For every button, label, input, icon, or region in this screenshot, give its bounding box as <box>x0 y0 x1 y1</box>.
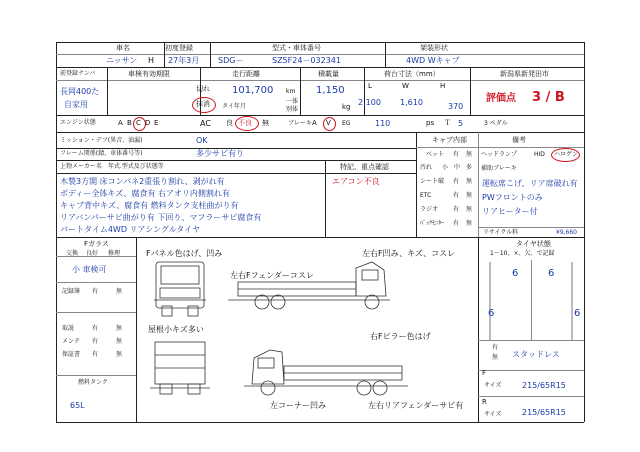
shift-value: 5 <box>458 119 464 128</box>
engine-label: エンジン状態 <box>60 119 96 126</box>
cab-bed-no: 無 <box>466 151 473 158</box>
note-line-4: リアバンパーサビ曲がり有 下回り、マフラーサビ腐食有 <box>60 213 262 222</box>
owner-label: 取説 <box>62 325 75 332</box>
hid: HID <box>534 151 545 158</box>
bed-size-label: 荷台寸法（mm） <box>384 70 440 78</box>
plate-line1: 長岡400た <box>60 87 100 96</box>
bed-l-value: 2,100 <box>358 98 381 107</box>
frame-value: 多少サビ有り <box>196 149 244 158</box>
odo-onepiece: 一体 <box>286 98 299 105</box>
cab-bed: ベット <box>426 151 445 158</box>
special-note: エアコン不良 <box>332 177 380 186</box>
note-line-2: ボディー全体キズ、腐食有 右アオリ内側割れ有 <box>60 189 230 198</box>
cab-dirt: 汚れ <box>420 164 433 171</box>
grade-d: D <box>145 119 151 127</box>
ac-label: AC <box>200 119 211 128</box>
tire-rl: 6 <box>488 308 495 319</box>
bed-w-value: 1,610 <box>400 98 423 107</box>
tire-subtitle: 1〜10、×、欠、で記録 <box>490 250 555 257</box>
erased: 抹消 <box>196 100 210 108</box>
ac-bad: 不良 <box>238 119 252 127</box>
glass-replace: 交換 <box>66 250 79 257</box>
halogen: ハロゲン <box>554 151 578 158</box>
first-reg-label: 初度登録 <box>165 44 193 52</box>
brake-a: A <box>312 119 317 127</box>
plate-line2: 自家用 <box>64 100 88 109</box>
mileage-value: 101,700 <box>232 85 274 96</box>
cab-camera-no: 無 <box>466 220 473 227</box>
aux-brake: 補助ブレーキ <box>481 165 517 172</box>
headlamp: ヘッドランプ <box>481 151 518 158</box>
left-rear-note: 左右F凹み、キズ、コスレ <box>362 249 456 258</box>
bed-w: W <box>402 82 409 90</box>
expired: 切れ <box>196 85 210 93</box>
ps-unit: ps <box>426 119 435 127</box>
tire-fr: 6 <box>548 268 555 279</box>
studless-yes: 有 <box>492 344 499 351</box>
glass-scratch: 小 車検可 <box>72 265 107 274</box>
truck-right-side-view <box>244 350 408 395</box>
cab-title: キャブ内部 <box>432 136 467 144</box>
cab-radio-no: 無 <box>466 206 473 213</box>
special-label: 特記、重点確認 <box>340 163 389 171</box>
era-value: H <box>148 56 155 65</box>
remark-3: リアヒーター付 <box>482 207 538 216</box>
first-reg-value: 27年3月 <box>168 56 200 65</box>
body-label: 架装形状 <box>420 44 448 52</box>
cab-dirt-mid: 中 <box>454 164 461 171</box>
chassis-number: SZ5F24－032341 <box>272 56 341 65</box>
tire-title: タイヤ状態 <box>516 240 551 248</box>
rear-size: 215/65R15 <box>522 408 566 417</box>
cab-dirt-small: 小 <box>442 164 449 171</box>
model-code: SDG－ <box>218 56 244 65</box>
recycle-label: リサイクル料 <box>483 229 519 236</box>
maker-label: 車名 <box>116 44 130 52</box>
tire-layout <box>490 262 572 340</box>
cab-radio-yes: 有 <box>453 206 460 213</box>
warranty-yes: 有 <box>92 351 99 358</box>
truck-left-side-view <box>228 262 390 309</box>
cab-etc-no: 無 <box>466 192 473 199</box>
fuel-label: 燃料タンク <box>78 379 108 386</box>
odo-separate: 別体 <box>286 106 299 113</box>
mission-value: OK <box>196 136 208 145</box>
score-label: 評価点 <box>486 93 516 104</box>
brake-label: ブレーキ <box>288 120 312 127</box>
eg-label: EG <box>342 120 351 127</box>
cab-dirt-large: 多 <box>466 164 473 171</box>
rear-fender-note: 左右リアフェンダーサビ有 <box>368 401 464 410</box>
studless: スタッドレス <box>512 350 560 359</box>
warranty-label: 保証書 <box>62 351 81 358</box>
recycle-value: ¥9,660 <box>556 229 577 236</box>
owner-yes: 有 <box>92 325 99 332</box>
note-line-5: パートタイム4WD リアシングルタイヤ <box>60 225 201 234</box>
note-line-1: 木製3方開 床コンパネ2重張り割れ、剥がれ有 <box>60 177 225 186</box>
rear-size-caption: サイズ <box>484 411 502 418</box>
maint-no: 無 <box>116 338 123 345</box>
cab-etc: ETC <box>420 192 432 199</box>
mileage-label: 走行距離 <box>232 70 260 78</box>
right-pillar-note: 右Fピラー色はげ <box>370 332 431 341</box>
tire-fl: 6 <box>512 268 519 279</box>
tire-rr: 6 <box>574 308 581 319</box>
left-fender-note: 左右Fフェンダーコスレ <box>230 271 314 280</box>
ac-none: 無 <box>262 119 269 127</box>
glass-title: Fガラス <box>84 240 109 248</box>
load-value: 1,150 <box>316 85 345 96</box>
cab-camera-yes: 有 <box>453 220 460 227</box>
maker-value: ニッサン <box>106 56 138 65</box>
glass-repair: 修理 <box>108 250 121 257</box>
load-unit: kg <box>342 103 351 111</box>
cab-etc-yes: 有 <box>453 192 460 199</box>
record-yes: 有 <box>92 288 99 295</box>
grade-e: E <box>154 119 159 127</box>
front-size-label: F <box>482 369 487 377</box>
notes-label: 上物メーカー名 年式.型式及び状態等 <box>60 163 164 170</box>
front-size: 215/65R15 <box>522 381 566 390</box>
front-size-caption: サイズ <box>484 382 502 389</box>
eg-value: 110 <box>375 119 391 128</box>
record-label: 記録簿 <box>62 288 81 295</box>
fuel-value: 65L <box>70 401 85 410</box>
grade-c: C <box>136 119 141 127</box>
studless-no: 無 <box>492 354 499 361</box>
model-label: 型式・車体番号 <box>272 44 321 52</box>
pedal: 3 ペダル <box>484 120 508 127</box>
glass-good: 良好 <box>86 250 99 257</box>
load-label: 積載量 <box>318 70 339 78</box>
location: 新潟県新発田市 <box>500 70 549 78</box>
body-type: 4WD Wキャブ <box>406 56 460 65</box>
rear-size-label: R <box>482 398 487 406</box>
odo-note: タイ年月 <box>222 103 246 110</box>
cab-seat: シート破 <box>420 178 445 185</box>
truck-rear-view <box>150 342 210 394</box>
grade-b: B <box>127 119 132 127</box>
mission-label: ミッション・デフ(異音、油漏) <box>60 137 143 144</box>
cab-seat-yes: 有 <box>453 178 460 185</box>
shift-label: Ｔ <box>444 119 451 127</box>
bed-h-value: 370 <box>448 102 464 111</box>
front-note: Fパネル色はげ、凹み <box>146 249 223 258</box>
maint-label: メンテ <box>62 338 81 345</box>
warranty-no: 無 <box>116 351 123 358</box>
frame-label: フレーム関係(錆、車体番号等) <box>60 150 143 157</box>
bed-l: L <box>368 82 372 90</box>
inspection-label: 車検有効期限 <box>128 70 170 78</box>
cab-bed-yes: 有 <box>453 151 460 158</box>
plate-label: 前登録ナンバ <box>60 70 96 77</box>
remark-1: 運転席こげ、リア席破れ有 <box>482 179 578 188</box>
truck-front-view <box>154 262 206 316</box>
score-value: 3 / B <box>532 90 565 105</box>
grade-a: A <box>118 119 123 127</box>
maint-yes: 有 <box>92 338 99 345</box>
owner-no: 無 <box>116 325 123 332</box>
record-no: 無 <box>116 288 123 295</box>
remark-2: PWフロントのみ <box>482 193 543 202</box>
brake-v: V <box>326 119 331 127</box>
note-line-3: キャブ背中キズ、腐食有 燃料タンク支柱曲がり有 <box>60 201 239 210</box>
cab-radio: ラジオ <box>420 206 439 213</box>
corner-note: 左コーナー凹み <box>270 401 326 410</box>
cab-back-camera: ﾊﾞｯｸﾓﾆﾀｰ <box>420 220 445 227</box>
cab-seat-no: 無 <box>466 178 473 185</box>
mileage-unit: km <box>286 88 296 95</box>
roof-note: 屋根小キズ多い <box>148 325 204 334</box>
ac-good: 良 <box>226 119 233 127</box>
remarks-title: 備考 <box>512 136 526 144</box>
bed-h: H <box>440 82 446 90</box>
